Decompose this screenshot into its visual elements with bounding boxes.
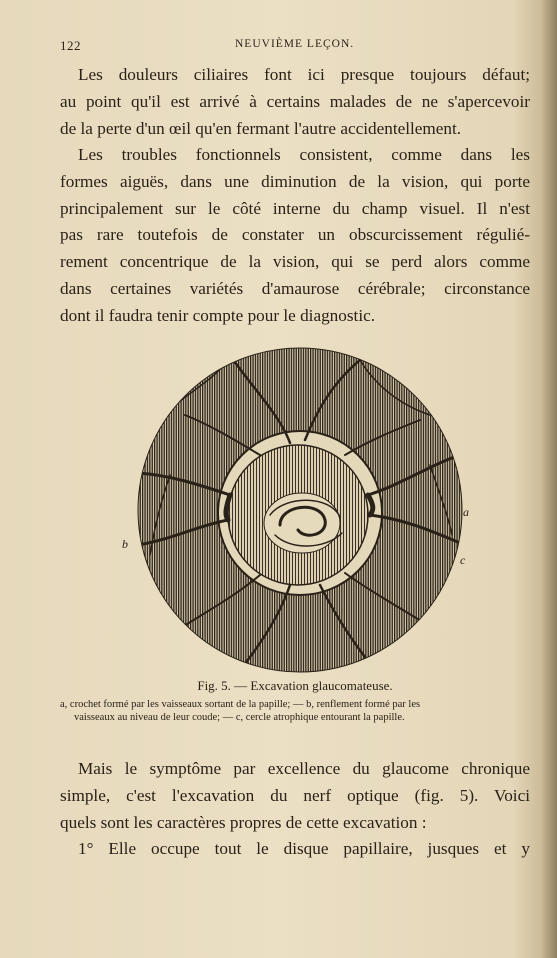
text-line: formes aiguës, dans une diminution de la vision, qui porte bbox=[60, 171, 530, 191]
running-head: NEUVIÈME LEÇON. bbox=[235, 38, 355, 50]
text-line: rement concentrique de la vision, qui se perd alors comme bbox=[60, 252, 530, 272]
page-header bbox=[60, 38, 530, 54]
legend-line: a, crochet formé par les vaisseaux sortant de la papille; — b, renflement formé par les bbox=[60, 699, 421, 710]
text-line: de la perte d'un œil qu'en fermant l'autre accidentellement. bbox=[60, 118, 462, 138]
figure-caption: Fig. 5. — Excavation glaucomateuse. bbox=[197, 678, 393, 693]
text-line: Mais le symptôme par excellence du glaucome chronique bbox=[78, 759, 530, 778]
figure-label-c: c bbox=[460, 553, 466, 567]
figure-legend bbox=[60, 698, 530, 724]
figure-glaucoma-excavation bbox=[122, 345, 470, 675]
text-line: simple, c'est l'excavation du nerf optique (fig. 5). Voici bbox=[60, 785, 530, 805]
paragraph-3 bbox=[60, 756, 530, 863]
text-line: dont il faudra tenir compte pour le diagnostic. bbox=[60, 305, 376, 325]
text-line: au point qu'il est arrivé à certains malades de ne s'apercevoir bbox=[60, 91, 530, 111]
text-line: Les troubles fonctionnels consistent, comme dans les bbox=[78, 145, 530, 164]
text-line: Les douleurs ciliaires font ici presque toujours défaut; bbox=[78, 65, 530, 84]
text-line: quels sont les caractères propres de cette excavation : bbox=[60, 812, 427, 832]
text-line: 1° Elle occupe tout le disque papillaire, jusques et y bbox=[78, 839, 530, 859]
text-line: principalement sur le côté interne du champ visuel. Il n'est bbox=[60, 198, 530, 218]
paragraph-2 bbox=[60, 142, 530, 330]
figure-label-b: b bbox=[122, 537, 128, 551]
legend-line: vaisseaux au niveau de leur coude; — c, cercle atrophique entourant la papille. bbox=[74, 712, 405, 723]
figure-label-a: a bbox=[463, 505, 469, 519]
page-number: 122 bbox=[60, 38, 81, 53]
paragraph-1 bbox=[60, 62, 530, 142]
optic-disc-illustration bbox=[130, 345, 470, 675]
text-line: pas rare toutefois de constater un obscurcissement régulié- bbox=[60, 225, 530, 245]
text-line: dans certaines variétés d'amaurose cérébrale; circonstance bbox=[60, 278, 530, 298]
